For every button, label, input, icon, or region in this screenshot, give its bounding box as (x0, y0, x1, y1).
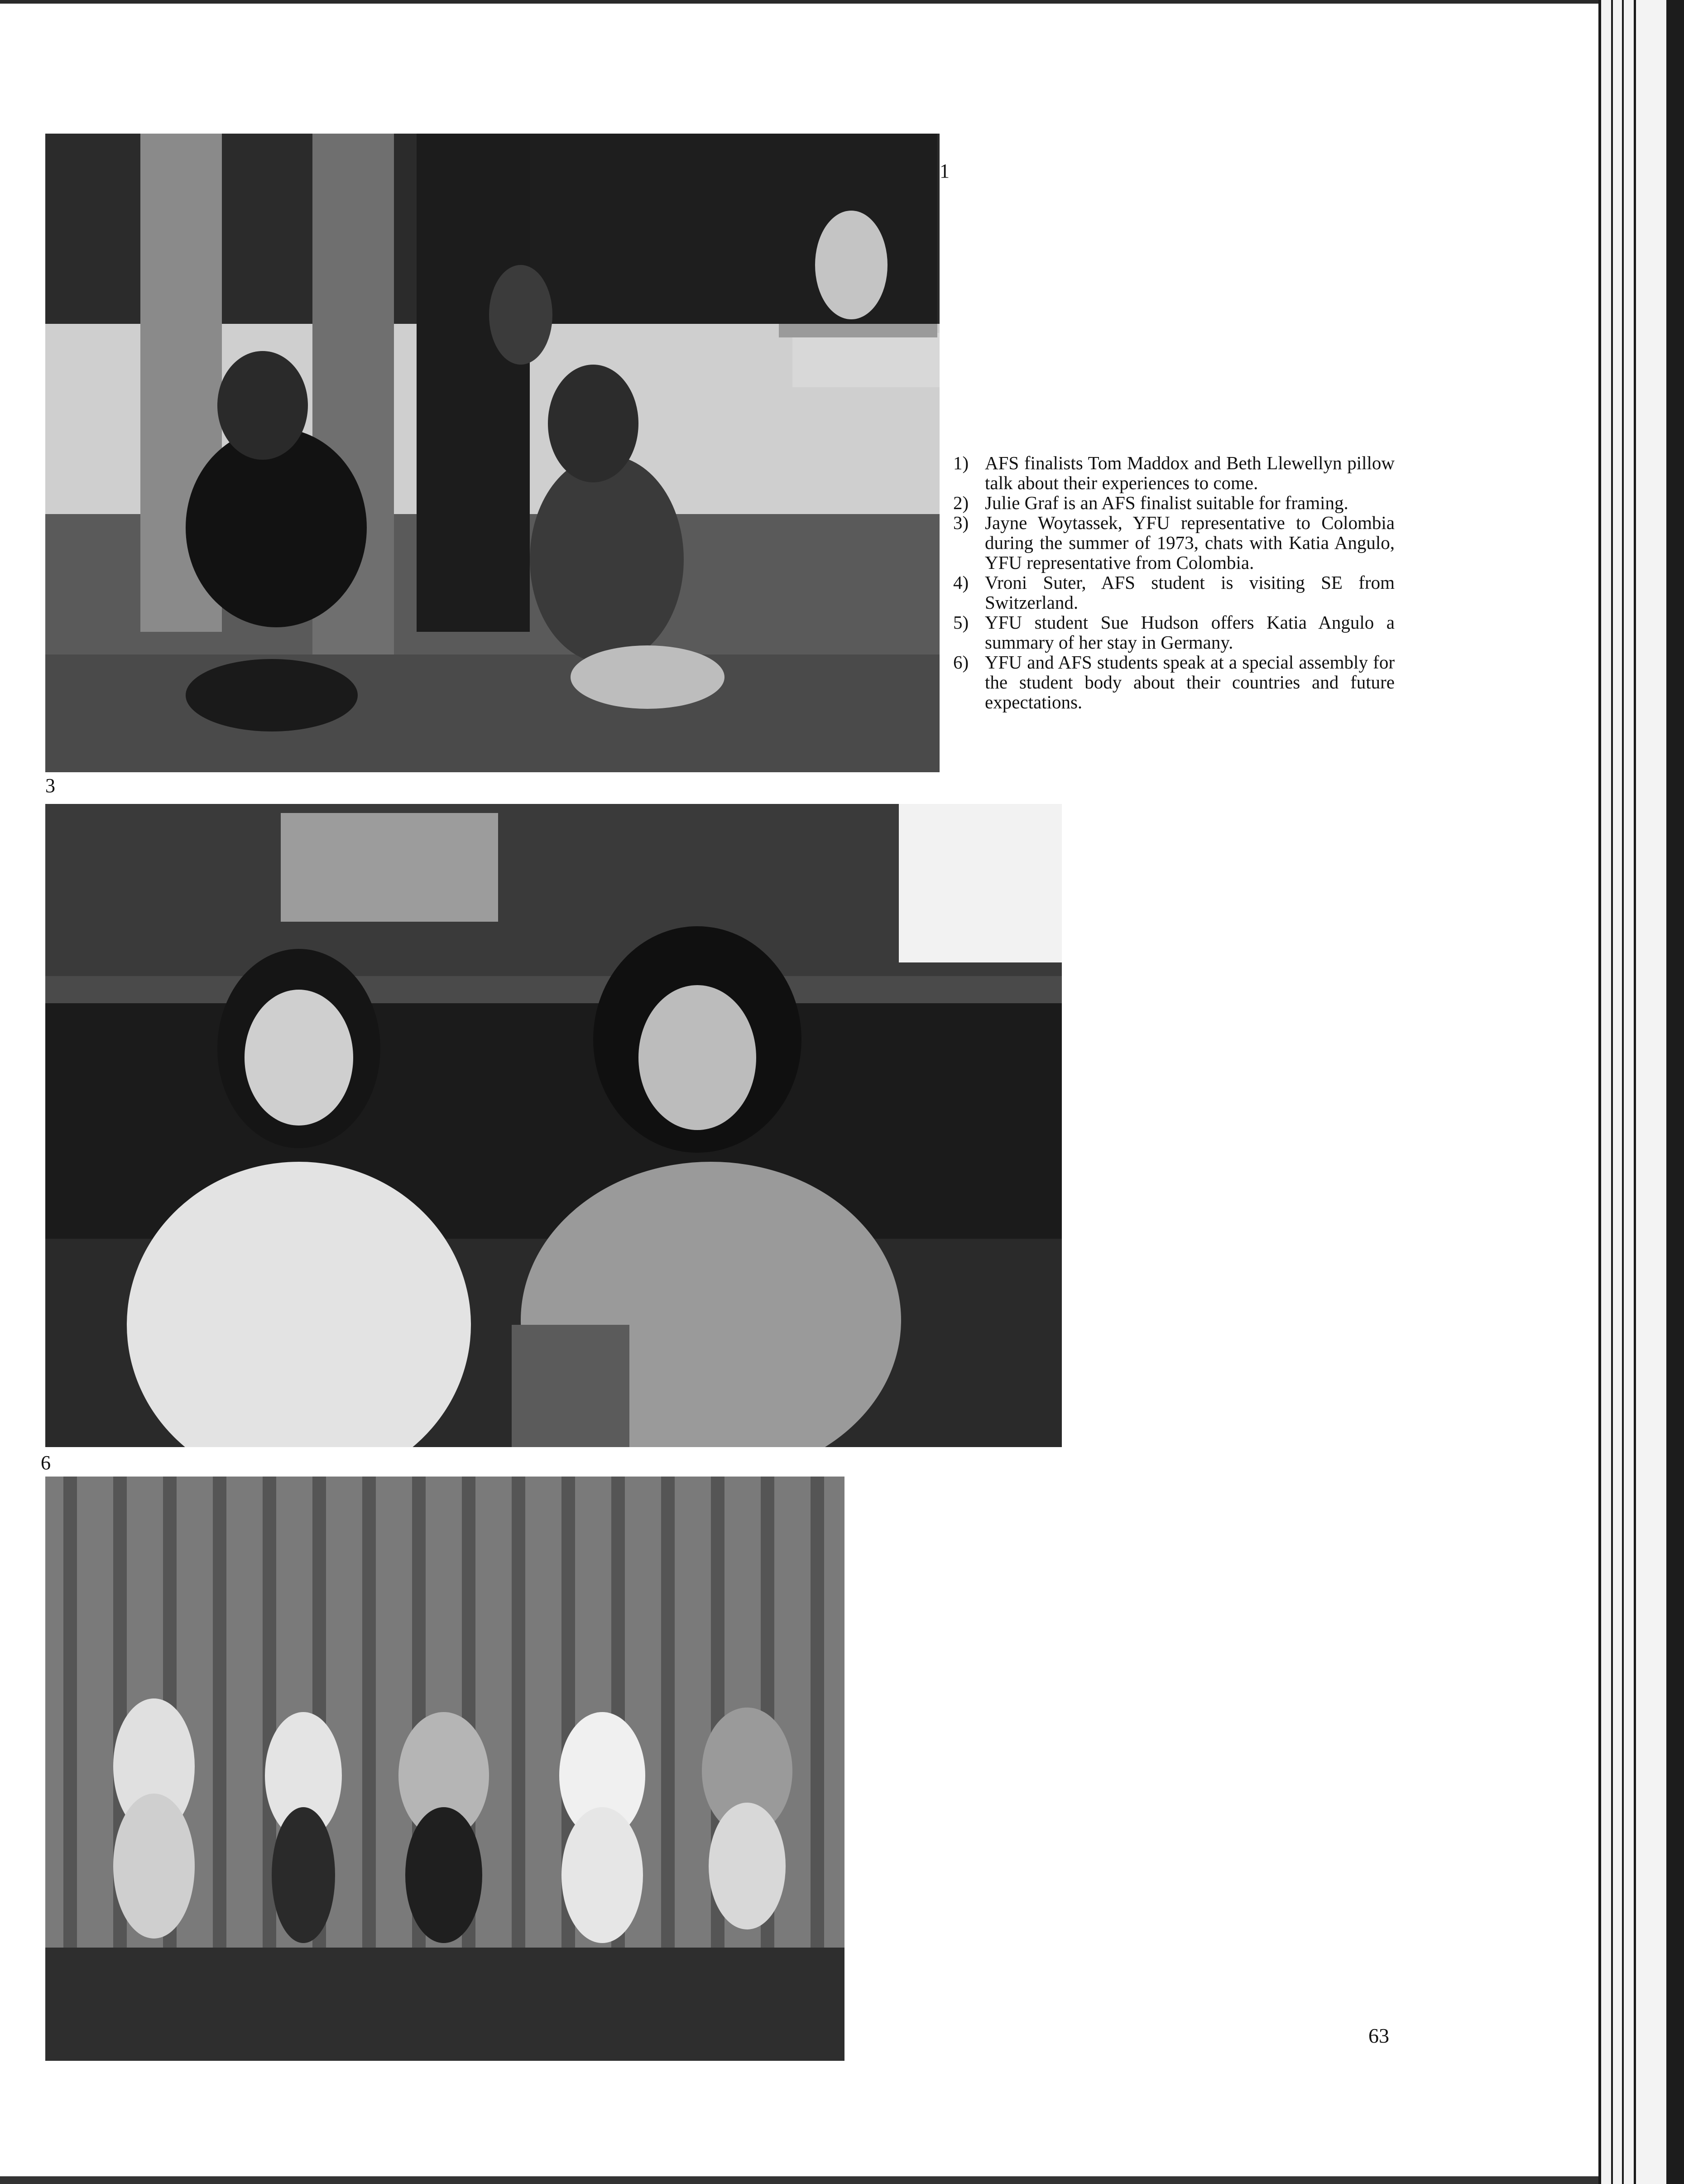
photo-6-image (45, 1477, 844, 2061)
page-number: 63 (1368, 2024, 1389, 2047)
caption-text: YFU and AFS students speak at a special assembly for the student body about their countries and future expectations. (985, 652, 1395, 712)
photo-6-label: 6 (41, 1452, 51, 1474)
photo-3-label: 3 (45, 775, 55, 797)
caption-item (953, 513, 1395, 572)
photo-1-label: 1 (940, 160, 950, 182)
caption-text: AFS finalists Tom Maddox and Beth Llewellyn pillow talk about their experiences to come. (985, 452, 1395, 493)
photo-6-assembly (45, 1477, 844, 2061)
book-binding-edge (1598, 0, 1684, 2184)
photo-1-pillow-talk (45, 134, 940, 772)
page-bottom-edge (0, 2176, 1598, 2184)
caption-number: 4) (953, 572, 969, 593)
caption-text: Jayne Woytassek, YFU representative to Colombia during the summer of 1973, chats with Katia Angulo, YFU representative from Colombia. (985, 512, 1395, 573)
caption-item (953, 453, 1395, 493)
caption-number: 3) (953, 512, 969, 533)
caption-item (953, 612, 1395, 652)
page-top-edge (0, 0, 1598, 4)
caption-item (953, 493, 1395, 513)
caption-number: 1) (953, 452, 969, 473)
caption-number: 5) (953, 612, 969, 633)
photo-1-image (45, 134, 940, 772)
photo-3-image (45, 804, 1062, 1447)
caption-item (953, 572, 1395, 612)
caption-text: Vroni Suter, AFS student is visiting SE from Switzerland. (985, 572, 1395, 613)
caption-number: 6) (953, 652, 969, 673)
photo-3-yfu-chat (45, 804, 1062, 1447)
caption-text: YFU student Sue Hudson offers Katia Angulo a summary of her stay in Germany. (985, 612, 1395, 653)
caption-text: Julie Graf is an AFS finalist suitable for framing. (985, 492, 1348, 513)
caption-item (953, 652, 1395, 712)
caption-number: 2) (953, 492, 969, 513)
photo-captions (953, 453, 1395, 712)
